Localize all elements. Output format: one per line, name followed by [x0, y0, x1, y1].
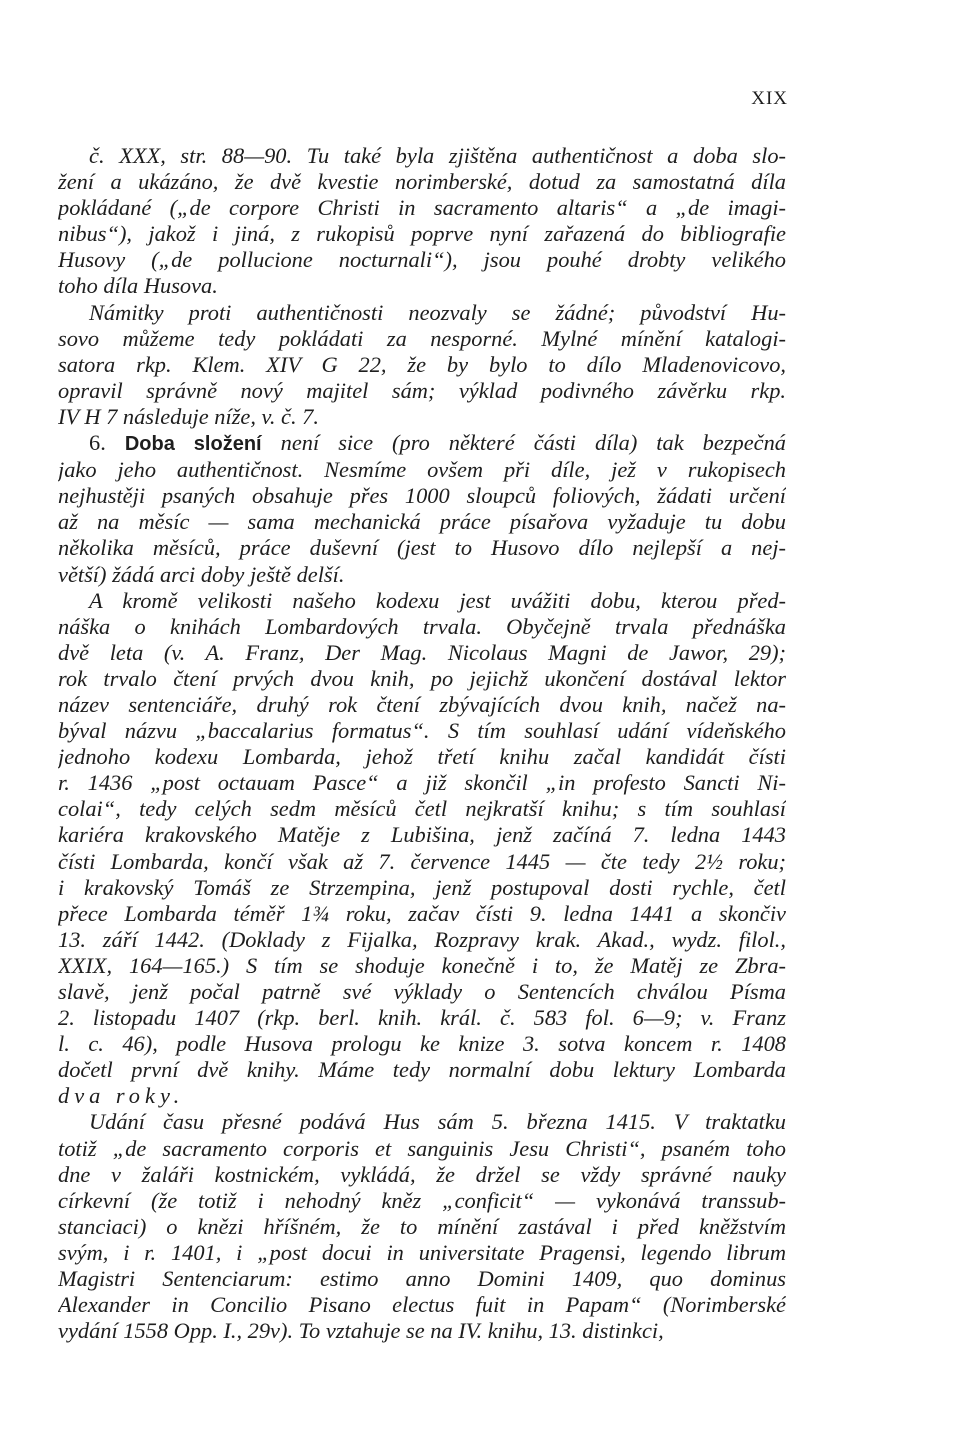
text-line: až na měsíc — sama mechanická práce písařova vyžaduje tu dobu: [58, 509, 786, 535]
section-number: 6.: [89, 430, 106, 456]
text-line: žení a ukázáno, že dvě kvestie norimberské, dotud za samostatná díla: [58, 169, 786, 195]
text-line: sovo můžeme tedy pokládati za nesporné. Mylné mínění katalogi-: [58, 325, 786, 351]
text-line: A kromě velikosti našeho kodexu jest uvážiti dobu, kterou před-: [89, 587, 786, 613]
text-line: nibus“), jakož i jiná, z rukopisů poprve nyní zařazená do bibliografie: [58, 221, 786, 247]
text-line: i krakovský Tomáš ze Strzempina, jenž postupoval dosti rychle, četl: [58, 874, 786, 900]
text-line: XXIX, 164—165.) S tím se shoduje konečně i to, že Matěj ze Zbra-: [58, 952, 786, 978]
text-line: přece Lombarda téměř 1¾ roku, začav čísti 9. ledna 1441 a skončiv: [58, 900, 786, 926]
text-line: satora rkp. Klem. XIV G 22, že by bylo to dílo Mladenovicovo,: [58, 351, 786, 377]
line-text: není sice (pro některé části díla) tak bezpečná: [280, 430, 786, 456]
text-line: dočetl první dvě knihy. Máme tedy normalní dobu lektury Lombarda: [58, 1057, 786, 1083]
text-line: dvě leta (v. A. Franz, Der Mag. Nicolaus Magni de Jawor, 29);: [58, 639, 786, 665]
body-text: [58, 143, 786, 1344]
text-line: náška o knihách Lombardových trvala. Obyčejně trvala přednáška: [58, 613, 786, 639]
text-line: rok trvalo čtení prvých dvou knih, po jejichž ukončení dostával lektor: [58, 665, 786, 691]
text-line: název sentenciáře, druhý rok čtení zbývajících dvou knih, načež na-: [58, 691, 786, 717]
text-line: IV H 7 následuje níže, v. č. 7.: [58, 403, 319, 429]
text-line: nejhustěji psaných obsahuje přes 1000 sloupců foliových, žádati určení: [58, 483, 786, 509]
text-line: [58, 430, 786, 457]
text-line: býval názvu „baccalarius formatus“. S tím souhlasí udání vídeňského: [58, 718, 786, 744]
text-line: colai“, tedy celých sedm měsíců četl nejkratší knihu; s tím souhlasí: [58, 796, 786, 822]
paragraph: [58, 430, 786, 588]
text-line: r. 1436 „post octauam Pasce“ a již skončil „in profesto Sancti Ni-: [58, 770, 786, 796]
text-line: Alexander in Concilio Pisano electus fuit in Papam“ (Norimberské: [58, 1292, 786, 1318]
page-number: XIX: [751, 88, 788, 109]
text-line: Magistri Sentenciarum: estimo anno Domini 1409, quo dominus: [58, 1266, 786, 1292]
text-line: několika měsíců, práce duševní (jest to Husovo dílo nejlepší a nej-: [58, 535, 786, 561]
text-line: l. c. 46), podle Husova prologu ke knize 3. sotva koncem r. 1408: [58, 1031, 786, 1057]
text-line: církevní (že totiž i nehodný kněz „conficit“ — vykonává transsub-: [58, 1187, 786, 1213]
text-line: vydání 1558 Opp. I., 29v). To vztahuje se na IV. knihu, 13. distinkci,: [58, 1318, 664, 1344]
paragraph: [58, 1109, 786, 1344]
text-line: opravil správně nový majitel sám; výklad podivného závěrku rkp.: [58, 377, 786, 403]
text-line: č. XXX, str. 88—90. Tu také byla zjištěna authentičnost a doba slo-: [89, 143, 786, 168]
text-line: slavě, jenž počal patrně své výklady o Sentencích chválou Písma: [58, 979, 786, 1004]
text-line: stanciaci) o knězi hříšném, že to mínění zastával i před kněžstvím: [58, 1213, 786, 1239]
text-line: větší) žádá arci doby ještě delší.: [58, 561, 345, 587]
paragraph: [58, 588, 786, 1110]
text-line: svým, i r. 1401, i „post docui in universitate Pragensi, legendo librum: [58, 1239, 786, 1265]
text-line: kariéra krakovského Matěje z Lubišina, jenž začíná 7. ledna 1443: [58, 822, 786, 848]
text-line: pokládané („de corpore Christi in sacramento altaris“ a „de imagi-: [58, 195, 786, 221]
text-line: totiž „de sacramento corporis et sanguinis Jesu Christi“, psaném toho: [58, 1135, 786, 1161]
paragraph: [58, 143, 786, 300]
text-line: čísti Lombarda, končí však až 7. července 1445 — čte tedy 2½ roku;: [58, 848, 786, 874]
paragraph: [58, 300, 786, 430]
text-line: toho díla Husova.: [58, 273, 218, 299]
text-line: dva roky.: [58, 1083, 185, 1109]
text-line: 2. listopadu 1407 (rkp. berl. knih. král. č. 583 fol. 6—9; v. Franz: [58, 1005, 786, 1031]
section-heading: Doba složení: [124, 433, 262, 456]
text-line: dne v žaláři kostnickém, vykládá, že držel se vždy správné nauky: [58, 1161, 786, 1187]
text-line: Udání času přesné podává Hus sám 5. března 1415. V traktatku: [89, 1109, 786, 1135]
text-line: Námitky proti authentičnosti neozvaly se žádné; původství Hu-: [89, 299, 786, 325]
text-line: Husovy („de pollucione nocturnali“), jsou pouhé drobty velikého: [58, 247, 786, 273]
text-line: jednoho kodexu Lombarda, jehož třetí knihu začal kandidát čísti: [58, 744, 786, 770]
text-line: 13. září 1442. (Doklady z Fijalka, Rozpravy krak. Akad., wydz. filol.,: [58, 926, 786, 952]
text-line: jako jeho authentičnost. Nesmíme ovšem při díle, jež v rukopisech: [58, 457, 786, 483]
